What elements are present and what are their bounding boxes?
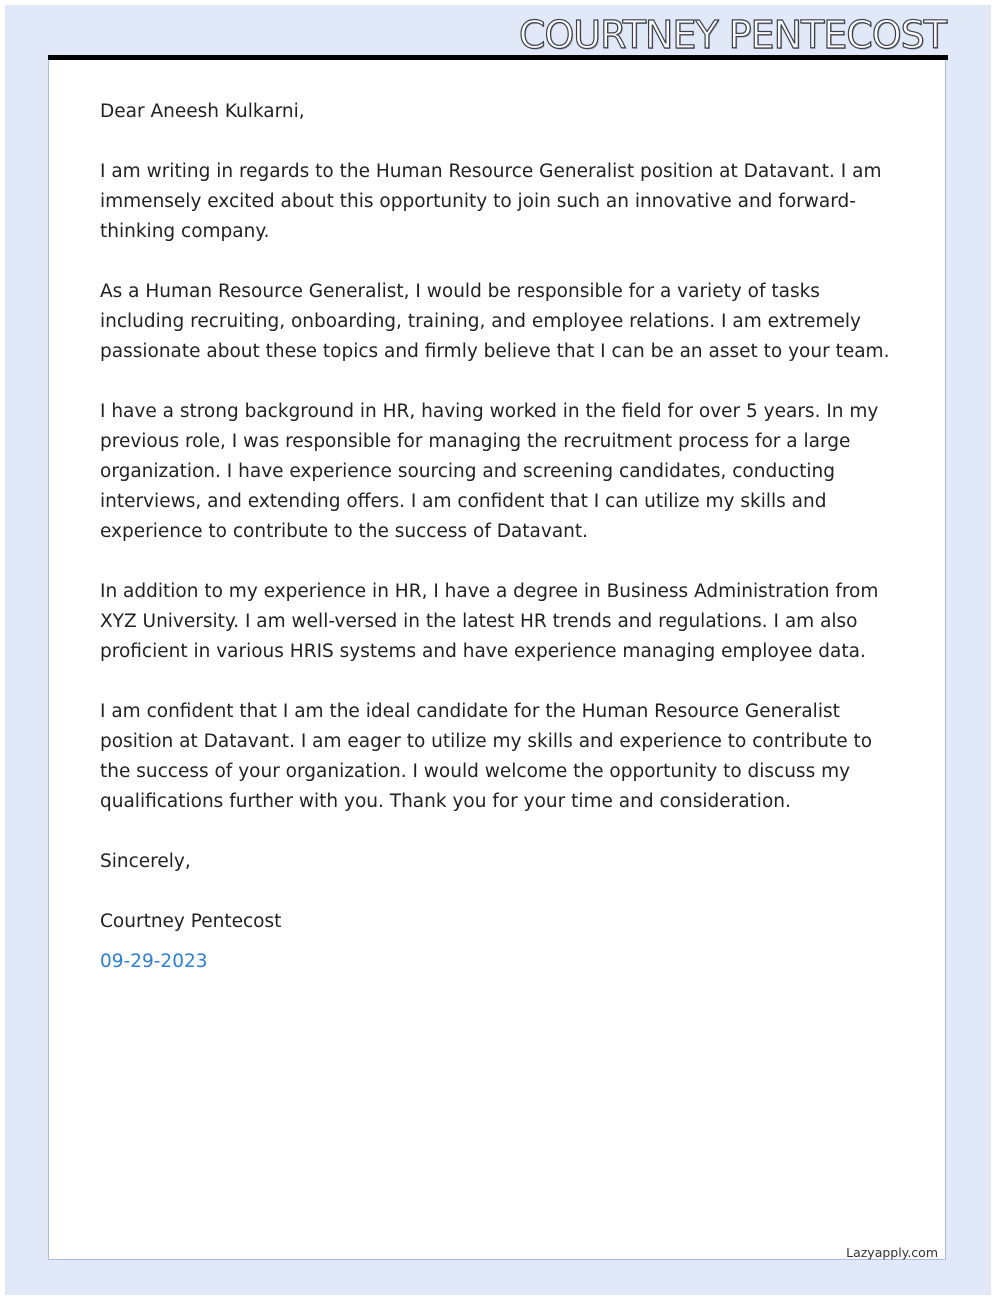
paragraph-4: In addition to my experience in HR, I have a degree in Business Administration from XYZ University. I am well-versed in the latest HR trends and regulations. I am also proficient in various HRIS systems and have experience managing employee data.: [100, 581, 879, 662]
paragraph-1: I am writing in regards to the Human Resource Generalist position at Datavant. I am immensely excited about this opportunity to join such an innovative and forward-thinking company.: [100, 161, 882, 242]
paragraph-2: As a Human Resource Generalist, I would be responsible for a variety of tasks including recruiting, onboarding, training, and employee relations. I am extremely passionate about these topics and firmly believe that I can be an asset to your team.: [100, 281, 890, 362]
letter-date: 09-29-2023: [100, 951, 208, 972]
signature: Courtney Pentecost: [100, 911, 282, 932]
paragraph-3: I have a strong background in HR, having worked in the field for over 5 years. In my previous role, I was responsible for managing the recruitment process for a large organization. I have experience sourcing and screening candidates, conducting interviews, and extending offers. I am confident that I can utilize my skills and experience to contribute to the success of Datavant.: [100, 401, 879, 542]
footer-brand: Lazyapply.com: [846, 1245, 938, 1260]
paragraph-5: I am confident that I am the ideal candidate for the Human Resource Generalist position at Datavant. I am eager to utilize my skills and experience to contribute to the success of your organization. I would welcome the opportunity to discuss my qualifications further with you. Thank you for your time and consideration.: [100, 701, 873, 812]
cover-letter-body: [100, 97, 900, 1007]
salutation: Dear Aneesh Kulkarni,: [100, 101, 305, 122]
closing: Sincerely,: [100, 851, 191, 872]
applicant-name-header: COURTNEY PENTECOST: [518, 13, 946, 57]
